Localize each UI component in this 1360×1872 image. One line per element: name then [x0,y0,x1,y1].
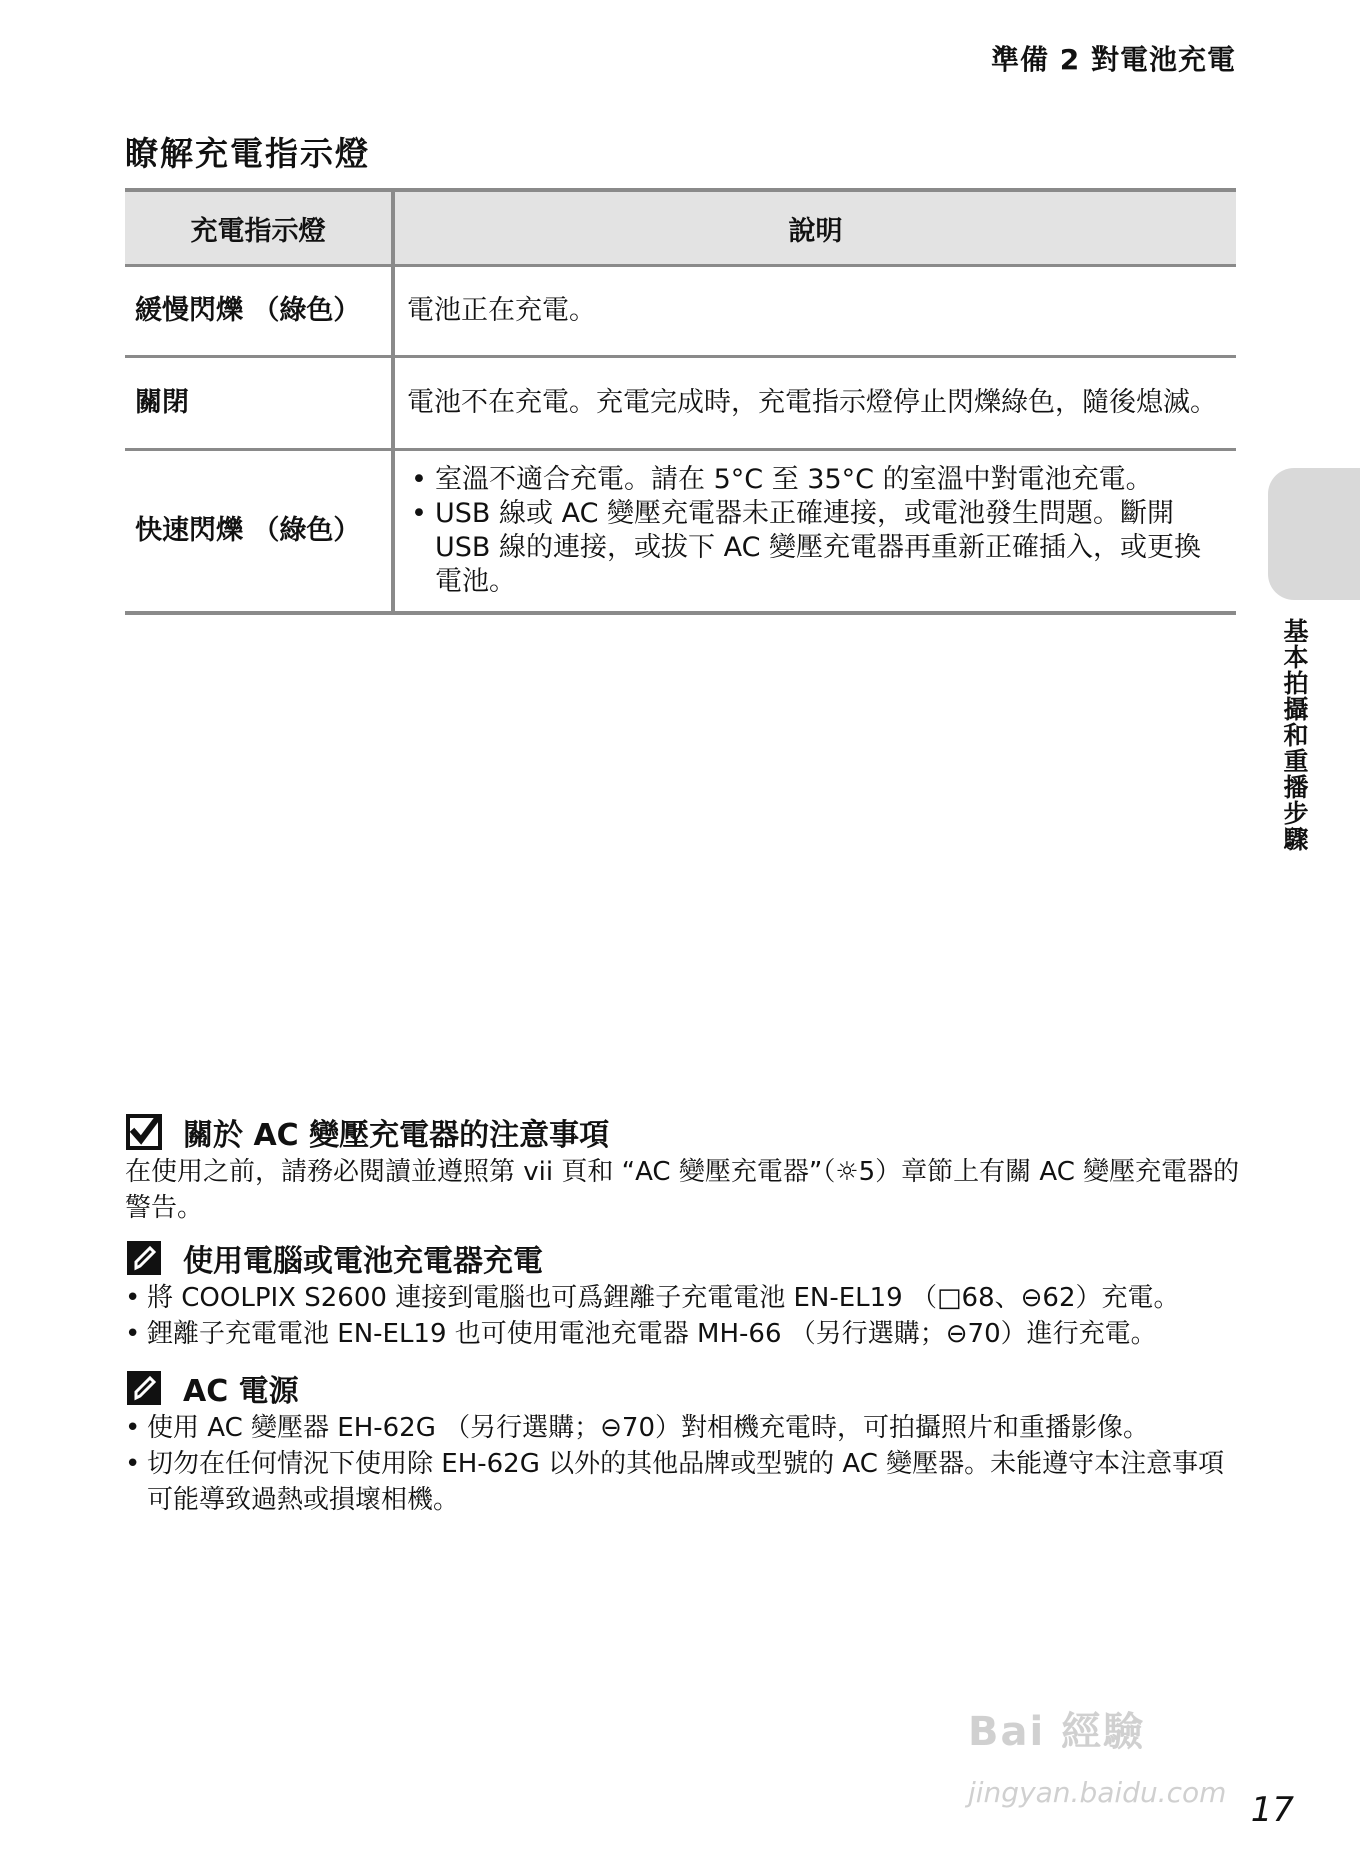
bullet-item: • 鋰離子充電電池 EN-EL19 也可使用電池充電器 MH-66 （另行選購；⊖70）進行充電。 [125,1316,1240,1352]
note-title: 關於 AC 變壓充電器的注意事項 [183,1118,610,1153]
bullet-item: • 室溫不適合充電。請在 5°C 至 35°C 的室溫中對電池充電。 [407,463,1224,497]
indicator-cell: 緩慢閃爍 （綠色） [125,266,393,357]
description-cell [393,450,1236,614]
bullet-item: • 切勿在任何情況下使用除 EH-62G 以外的其他品牌或型號的 AC 變壓器。未能遵守本注意事項可能導致過熱或損壞相機。 [125,1446,1240,1518]
bullet-item: • 將 COOLPIX S2600 連接到電腦也可爲鋰離子充電電池 EN-EL19 （□68、⊖62）充電。 [125,1280,1240,1316]
chapter-tab-label: 基本拍攝和重播步驟 [1280,618,1309,852]
indicator-cell: 快速閃爍 （綠色） [125,450,393,614]
indicator-table [125,188,1236,615]
check-box-icon [125,1113,163,1151]
page-number: 17 [1250,1790,1294,1830]
note-title: 使用電腦或電池充電器充電 [183,1244,543,1279]
description-cell: 電池正在充電。 [393,266,1236,357]
watermark-url: jingyan.baidu.com [968,1776,1227,1809]
bullet-item: • 使用 AC 變壓器 EH-62G （另行選購；⊖70）對相機充電時，可拍攝照片和重播影像。 [125,1410,1240,1446]
note-heading [125,1110,609,1154]
note-text: 在使用之前，請務必閱讀並遵照第 vii 頁和 “AC 變壓充電器”（☼5）章節上有關 AC 變壓充電器的警告。 [125,1157,1240,1223]
table-row [125,266,1236,357]
section-title: 瞭解充電指示燈 [125,134,370,173]
note-bullets [125,1280,1240,1352]
page-header-title: 準備 2 對電池充電 [991,43,1236,76]
pencil-icon [125,1239,163,1277]
note-title: AC 電源 [183,1374,299,1409]
note-bullets [125,1410,1240,1518]
table-row [125,357,1236,450]
indicator-cell: 關閉 [125,357,393,450]
watermark-logo: Bai 經驗 [968,1709,1146,1755]
note-heading [125,1236,543,1280]
note-heading [125,1366,299,1410]
table-row [125,450,1236,614]
column-header-description: 說明 [393,190,1236,266]
chapter-tab [1268,468,1360,600]
column-header-indicator: 充電指示燈 [125,190,393,266]
bullet-list [407,463,1224,599]
table-header-row [125,190,1236,266]
pencil-icon [125,1369,163,1407]
bullet-item: • USB 線或 AC 變壓充電器未正確連接，或電池發生問題。斷開 USB 線的連接，或拔下 AC 變壓充電器再重新正確插入，或更換電池。 [407,497,1224,599]
description-cell: 電池不在充電。充電完成時，充電指示燈停止閃爍綠色，隨後熄滅。 [393,357,1236,450]
